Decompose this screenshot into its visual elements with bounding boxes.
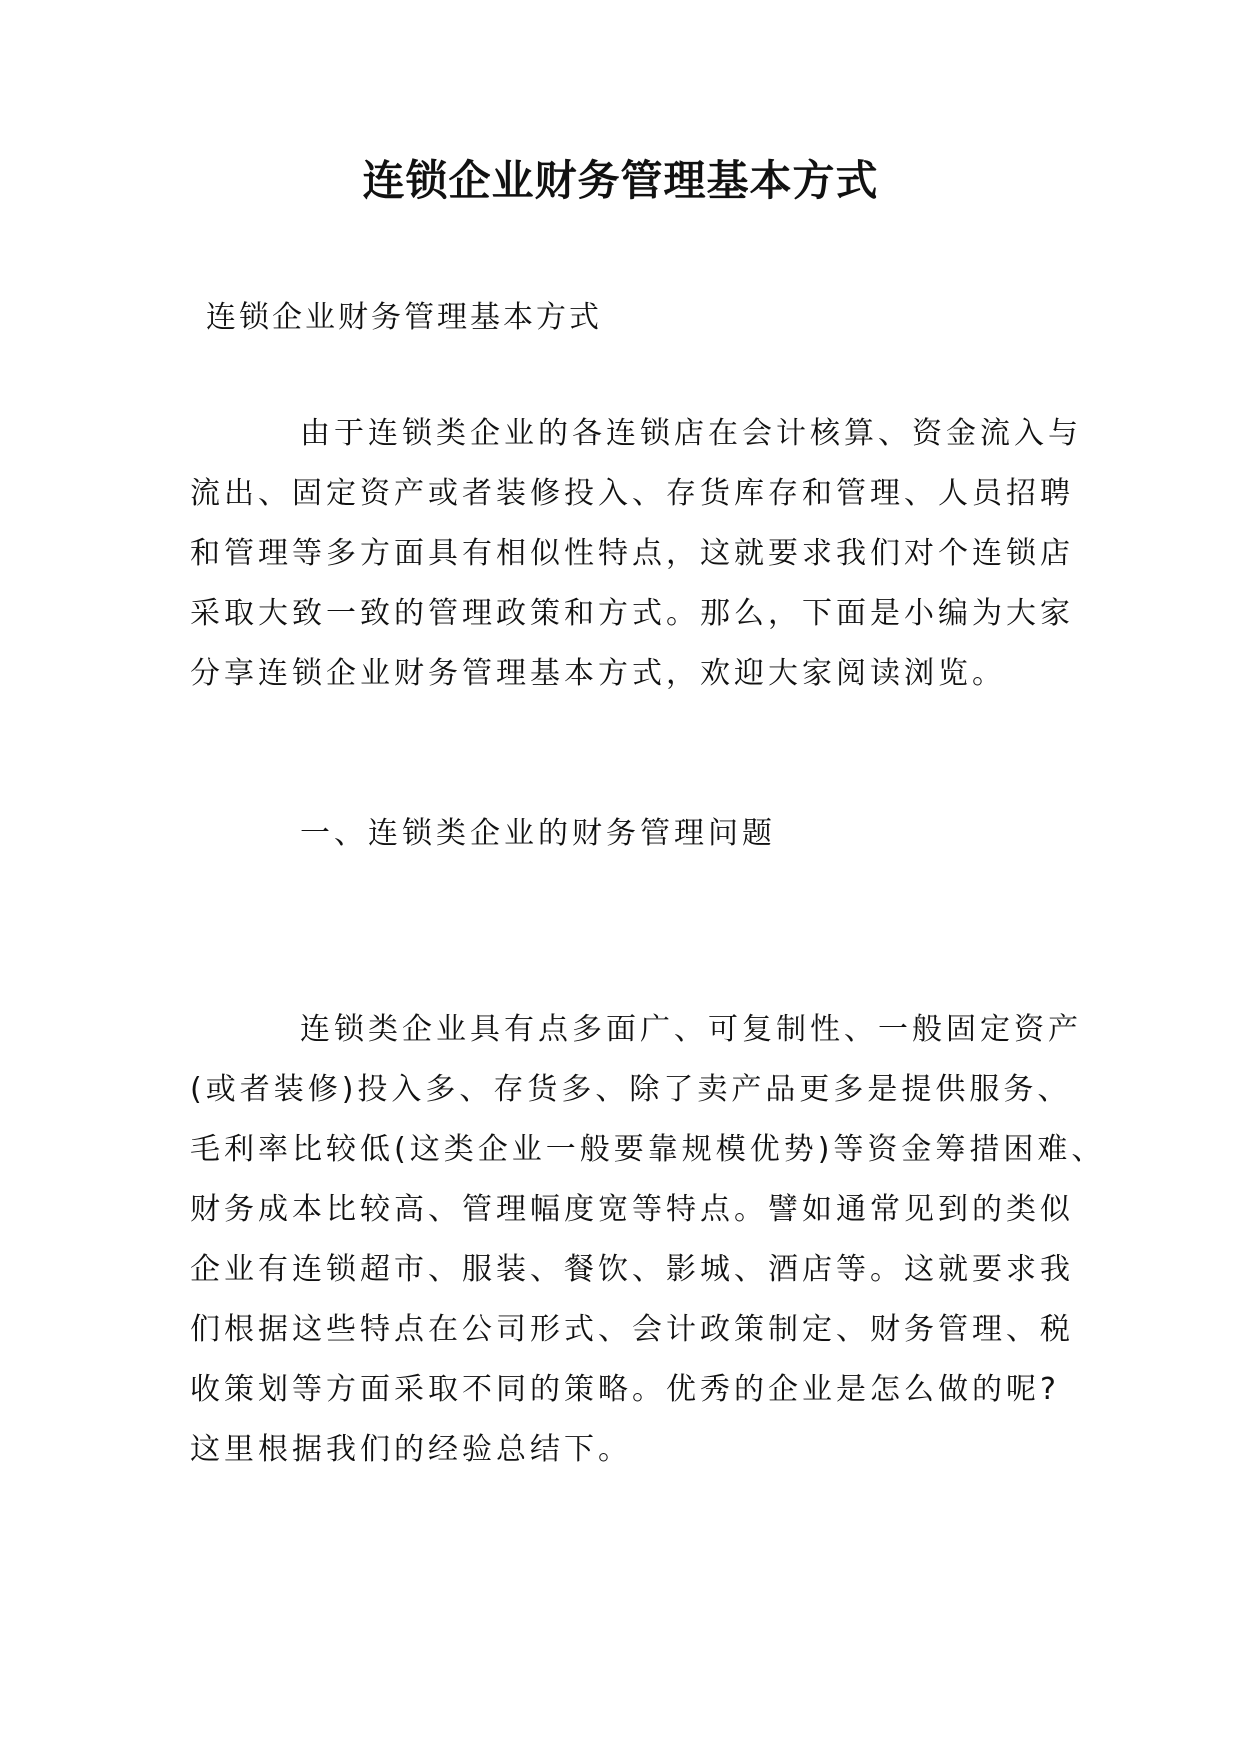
paragraph-line: 企业有连锁超市、服装、餐饮、影城、酒店等。这就要求我	[190, 1252, 1074, 1287]
paragraph-line: (或者装修)投入多、存货多、除了卖产品更多是提供服务、	[190, 1072, 1072, 1107]
paragraph-line: 由于连锁类企业的各连锁店在会计核算、资金流入与	[300, 416, 1082, 451]
paragraph-line: 连锁类企业具有点多面广、可复制性、一般固定资产	[300, 1012, 1082, 1047]
paragraph-line: 收策划等方面采取不同的策略。优秀的企业是怎么做的呢?	[190, 1372, 1060, 1407]
paragraph-line: 财务成本比较高、管理幅度宽等特点。譬如通常见到的类似	[190, 1192, 1074, 1227]
paragraph-line: 和管理等多方面具有相似性特点，这就要求我们对个连锁店	[190, 536, 1074, 571]
intro-paragraph	[190, 404, 1082, 704]
paragraph-line: 们根据这些特点在公司形式、会计政策制定、财务管理、税	[190, 1312, 1074, 1347]
section-heading: 一、连锁类企业的财务管理问题	[300, 816, 776, 851]
paragraph-line: 流出、固定资产或者装修投入、存货库存和管理、人员招聘	[190, 476, 1074, 511]
paragraph-line: 毛利率比较低(这类企业一般要靠规模优势)等资金筹措困难、	[190, 1132, 1106, 1167]
section-paragraph	[190, 1000, 1106, 1480]
paragraph-line: 这里根据我们的经验总结下。	[190, 1432, 632, 1467]
document-title: 连锁企业财务管理基本方式	[362, 156, 879, 205]
paragraph-line: 分享连锁企业财务管理基本方式，欢迎大家阅读浏览。	[190, 656, 1006, 691]
document-subtitle: 连锁企业财务管理基本方式	[206, 300, 602, 335]
paragraph-line: 采取大致一致的管理政策和方式。那么，下面是小编为大家	[190, 596, 1074, 631]
